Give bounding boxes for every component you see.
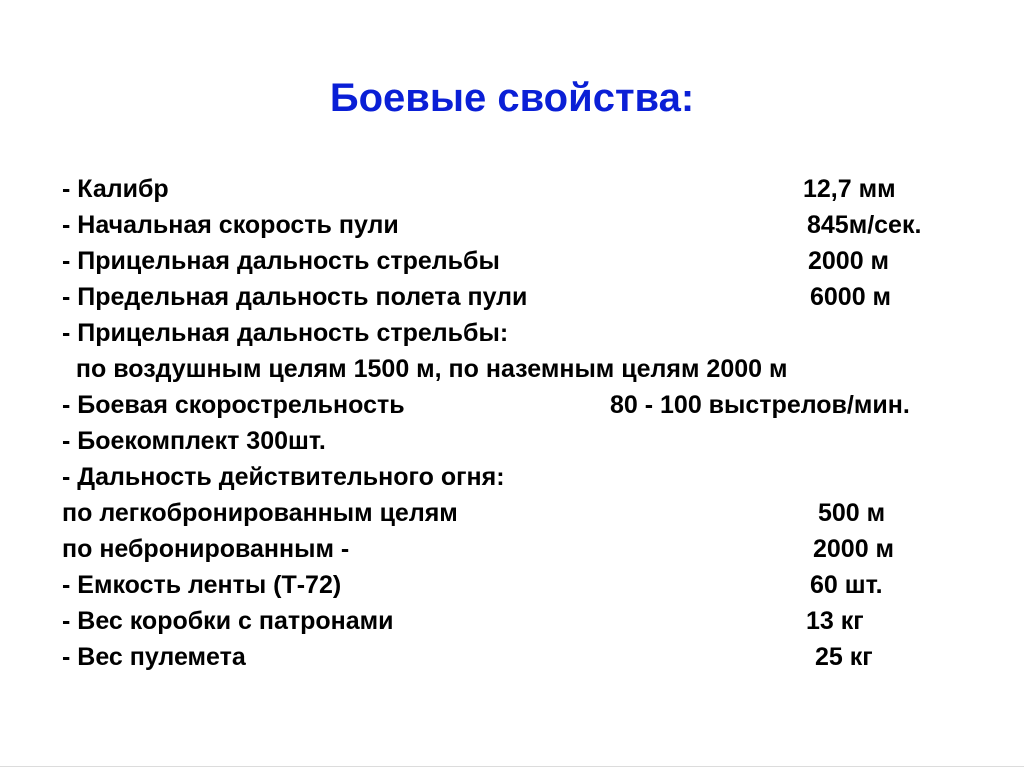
row-value-muzzle-velocity: 845м/сек. bbox=[807, 211, 922, 239]
row-value-gun-weight: 25 кг bbox=[815, 643, 873, 671]
row-value-box-weight: 13 кг bbox=[806, 607, 864, 635]
row-label-gun-weight: - Вес пулемета bbox=[62, 643, 246, 671]
slide-title: Боевые свойства: bbox=[329, 76, 695, 120]
row-label-aimed-range-targets: - Прицельная дальность стрельбы: bbox=[62, 319, 509, 347]
row-value-rate-of-fire: 80 - 100 выстрелов/мин. bbox=[610, 391, 910, 419]
row-label-max-bullet-range: - Предельная дальность полета пули bbox=[62, 283, 528, 311]
row-value-caliber: 12,7 мм bbox=[803, 175, 896, 203]
row-label-effective-range: - Дальность действительного огня: bbox=[62, 463, 505, 491]
row-label-belt-capacity: - Емкость ленты (Т-72) bbox=[62, 571, 342, 599]
row-value-aimed-range: 2000 м bbox=[808, 247, 890, 275]
row-label-ammo-load: - Боекомплект 300шт. bbox=[62, 427, 326, 455]
row-label-aimed-range: - Прицельная дальность стрельбы bbox=[62, 247, 500, 275]
row-value-light-armored-targets: 500 м bbox=[818, 499, 886, 527]
row-label-unarmored-targets: по небронированным - bbox=[62, 535, 350, 563]
row-label-rate-of-fire: - Боевая скорострельность bbox=[62, 391, 405, 419]
row-value-unarmored-targets: 2000 м bbox=[813, 535, 895, 563]
row-label-light-armored-targets: по легкобронированным целям bbox=[62, 499, 458, 527]
row-value-belt-capacity: 60 шт. bbox=[810, 571, 883, 599]
row-label-box-weight: - Вес коробки с патронами bbox=[62, 607, 394, 635]
row-value-max-bullet-range: 6000 м bbox=[810, 283, 892, 311]
row-label-caliber: - Калибр bbox=[62, 175, 169, 203]
row-label-muzzle-velocity: - Начальная скорость пули bbox=[62, 211, 399, 239]
row-label-air-ground-targets: по воздушным целям 1500 м, по наземным целям 2000 м bbox=[62, 355, 788, 383]
